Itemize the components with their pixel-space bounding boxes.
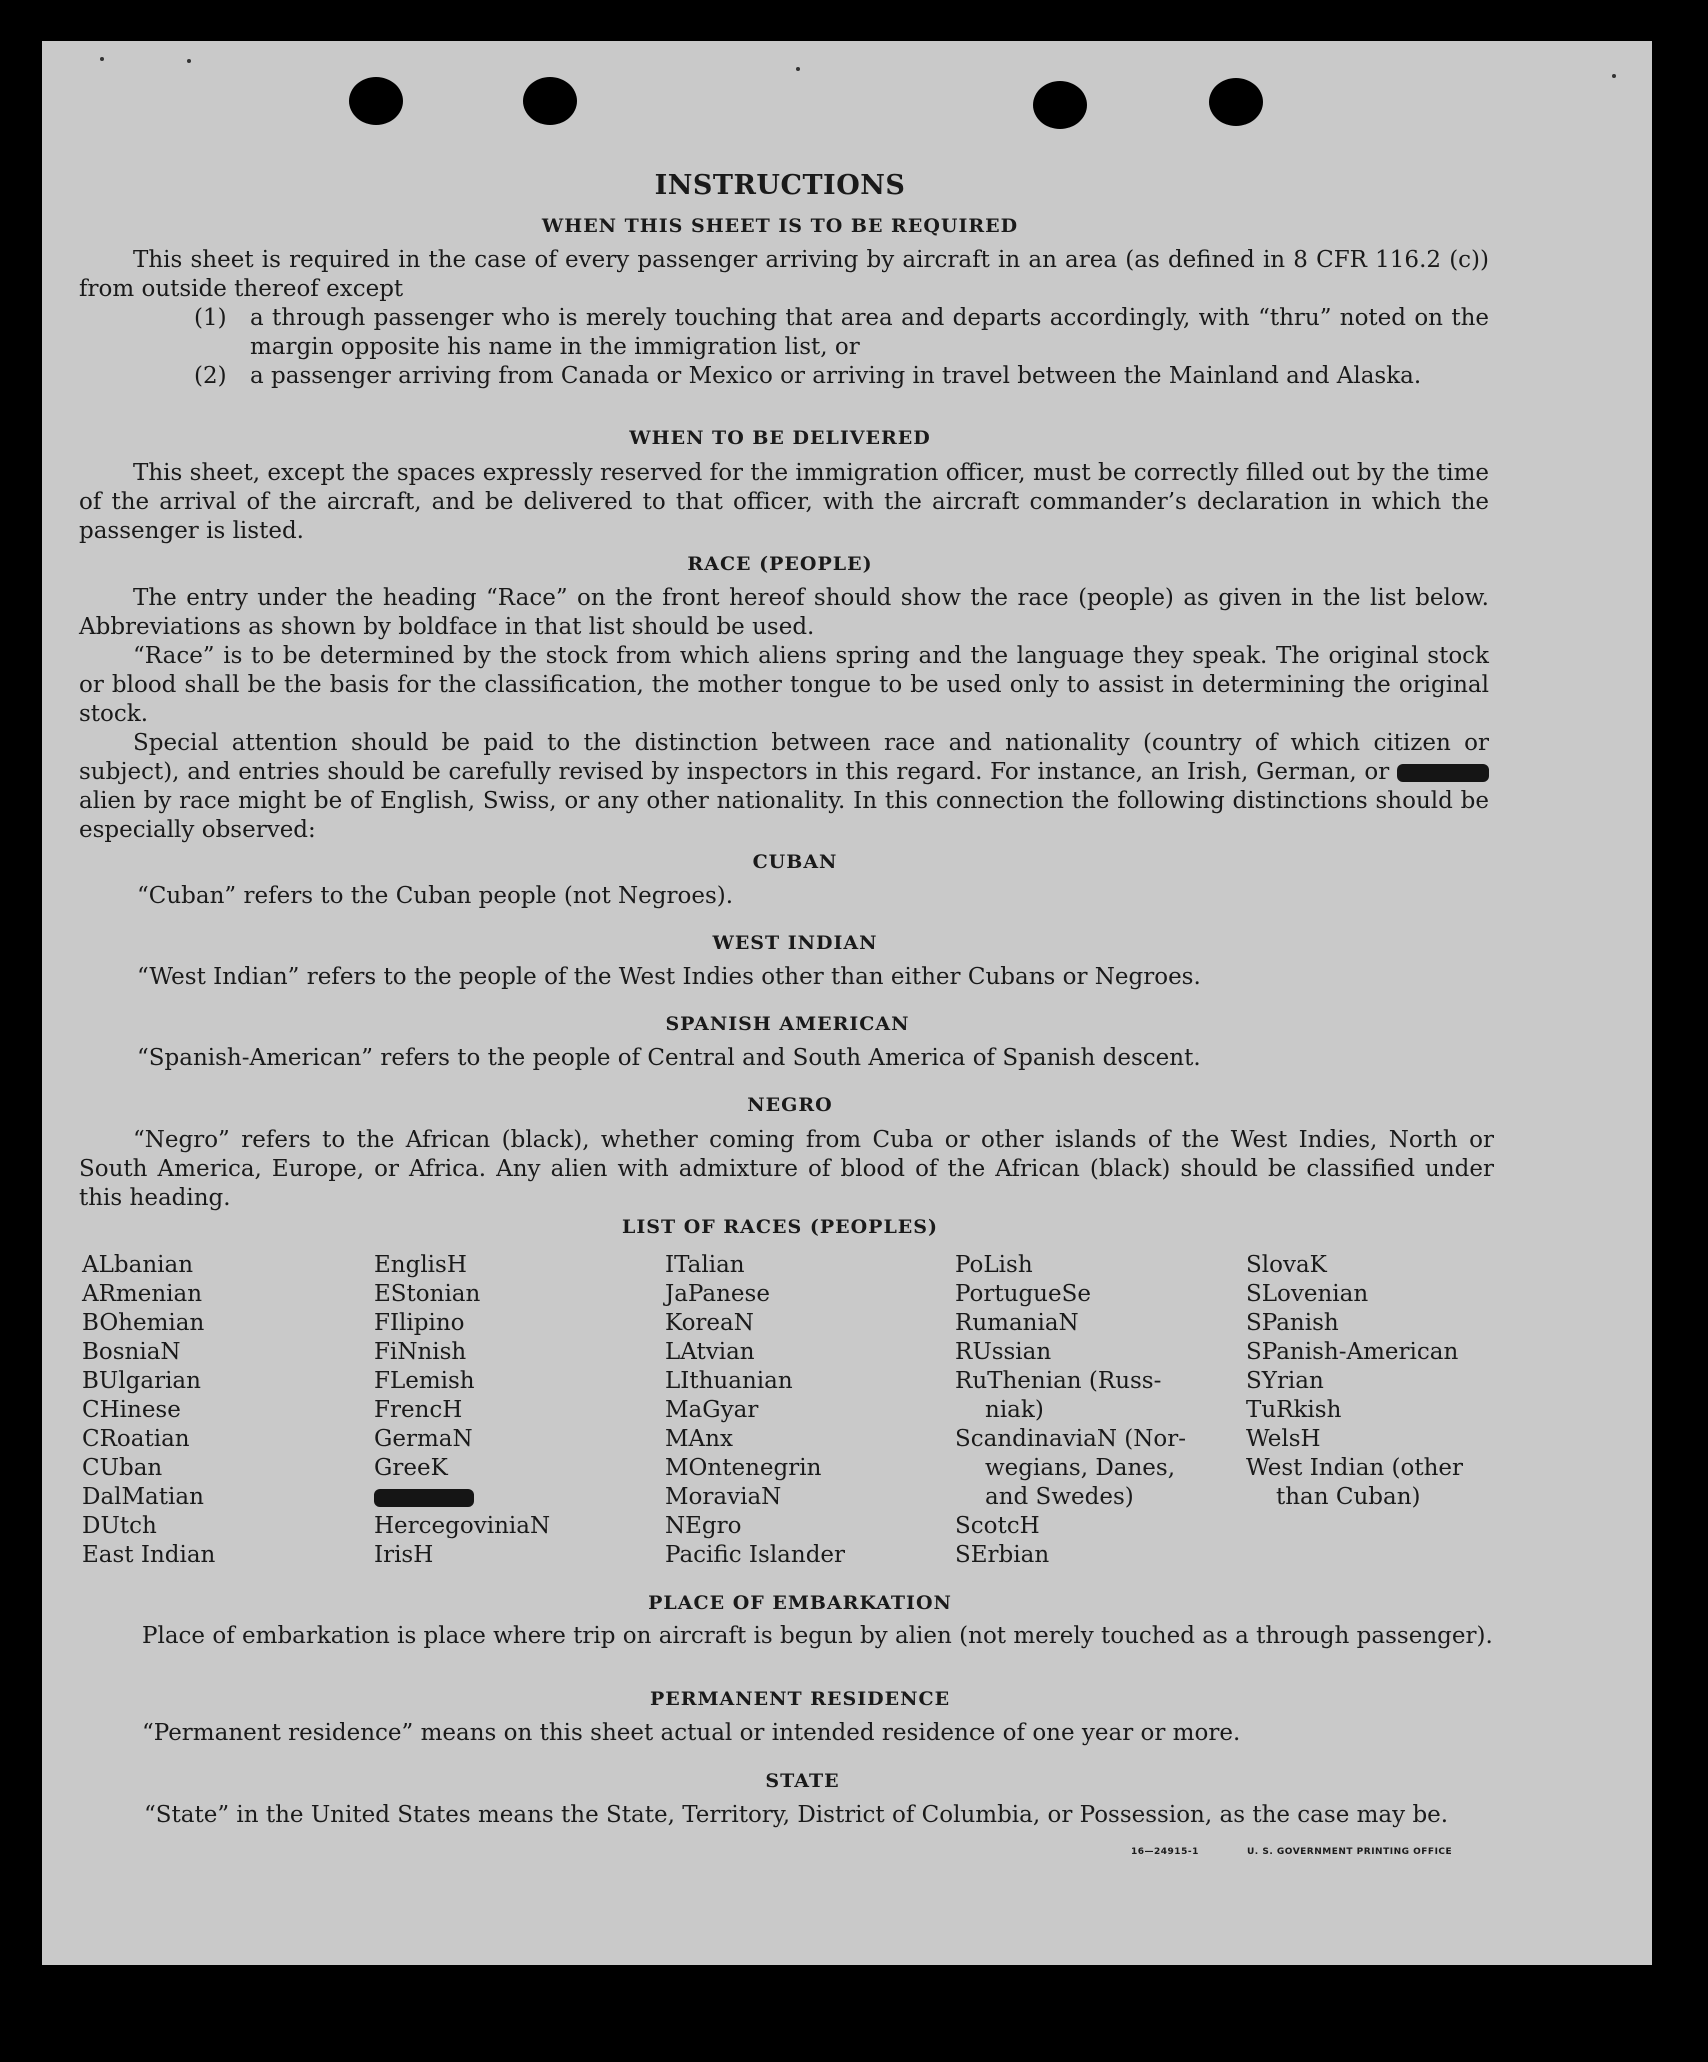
exception-text: a through passenger who is merely touching that area and departs accordingly, with “thru” noted on the margin opposite his name in the immigration list, or: [250, 305, 1489, 360]
race-entry: GermaN: [374, 1426, 473, 1452]
race-entry: MAnx: [665, 1426, 733, 1452]
race-entry: West Indian (other: [1246, 1455, 1464, 1481]
race-entry: ALbanian: [82, 1252, 194, 1278]
race-entry: EnglisH: [374, 1252, 467, 1278]
race-entry-continued: than Cuban): [1276, 1484, 1421, 1510]
race-entry: NEgro: [665, 1513, 742, 1539]
punch-hole: [349, 77, 403, 125]
race-entry: East Indian: [82, 1542, 216, 1568]
race-entry: WelsH: [1246, 1426, 1321, 1452]
exception-number: (2): [194, 363, 227, 389]
race-entry: CRoatian: [82, 1426, 190, 1452]
race-entry: Pacific Islander: [665, 1542, 846, 1568]
race-entry: MoraviaN: [665, 1484, 782, 1510]
race-entry: PortugueSe: [955, 1281, 1091, 1307]
page-title: INSTRUCTIONS: [654, 170, 906, 201]
delivered-text: This sheet, except the spaces expressly reserved for the immigration officer, must be correctly filled out by the time of the arrival of the aircraft, and be delivered to that officer, with the aircraft commander’s declaration in which the passenger is listed.: [79, 460, 1489, 544]
races-column-3: [665, 1251, 845, 1570]
embarkation-text: Place of embarkation is place where trip on aircraft is begun by alien (not merely touched as a through passenger).: [142, 1623, 1493, 1649]
heading-race: RACE (PEOPLE): [687, 553, 873, 575]
race-entry: DUtch: [82, 1513, 157, 1539]
exception-list: [79, 304, 1489, 391]
punch-hole: [1209, 78, 1263, 126]
race-entry-continued: wegians, Danes,: [985, 1455, 1176, 1481]
race-entry: SlovaK: [1246, 1252, 1327, 1278]
heading-required: WHEN THIS SHEET IS TO BE REQUIRED: [541, 215, 1019, 237]
race-entry: MOntenegrin: [665, 1455, 822, 1481]
race-entry: KoreaN: [665, 1310, 754, 1336]
exception-text: a passenger arriving from Canada or Mexico or arriving in travel between the Mainland and Alaska.: [250, 363, 1422, 389]
section-delivered: [79, 459, 1489, 546]
race-entry: JaPanese: [665, 1281, 770, 1307]
west-indian-text: “West Indian” refers to the people of the West Indies other than either Cubans or Negroes.: [137, 964, 1201, 990]
required-intro: This sheet is required in the case of every passenger arriving by aircraft in an area (as defined in 8 CFR 116.2 (c)) from outside thereof except: [79, 247, 1489, 302]
race-paragraph-3: [79, 729, 1489, 845]
race-entry: SPanish-American: [1246, 1339, 1459, 1365]
race-paragraph-2: “Race” is to be determined by the stock from which aliens spring and the language they speak. The original stock or blood shall be the basis for the classification, the mother tongue to be used only to assist in determining the original stock.: [79, 643, 1489, 727]
speck: [1612, 74, 1616, 78]
section-negro: [79, 1126, 1494, 1213]
redaction-mark: [374, 1489, 474, 1507]
heading-cuban: CUBAN: [752, 851, 838, 873]
speck: [187, 59, 191, 63]
residence-text: “Permanent residence” means on this sheet actual or intended residence of one year or more.: [142, 1720, 1241, 1746]
section-embarkation: [86, 1622, 1500, 1651]
race-entry: FLemish: [374, 1368, 475, 1394]
race-entry: DalMatian: [82, 1484, 204, 1510]
races-column-4: [955, 1251, 1186, 1570]
race-entry: SLovenian: [1246, 1281, 1369, 1307]
printer-imprint: U. S. GOVERNMENT PRINTING OFFICE: [1247, 1847, 1453, 1857]
punch-hole: [1033, 81, 1087, 129]
race-paragraph-3b: alien by race might be of English, Swiss, or any other nationality. In this connection the following distinctions should be especially observed:: [79, 788, 1489, 843]
race-entry: RUssian: [955, 1339, 1052, 1365]
race-entry: SErbian: [955, 1542, 1050, 1568]
race-entry: LIthuanian: [665, 1368, 793, 1394]
race-entry: TuRkish: [1246, 1397, 1342, 1423]
heading-list-of-races: LIST OF RACES (PEOPLES): [622, 1216, 938, 1238]
races-column-2: [374, 1251, 550, 1570]
race-entry-continued: and Swedes): [985, 1484, 1134, 1510]
exception-number: (1): [194, 305, 227, 331]
race-entry: GreeK: [374, 1455, 448, 1481]
race-entry: BOhemian: [82, 1310, 205, 1336]
heading-spanish-american: SPANISH AMERICAN: [665, 1013, 910, 1035]
race-entry: PoLish: [955, 1252, 1033, 1278]
speck: [100, 57, 104, 61]
form-number: 16—24915-1: [1131, 1847, 1199, 1857]
section-required: [79, 246, 1489, 391]
race-entry-continued: niak): [985, 1397, 1044, 1423]
heading-delivered: WHEN TO BE DELIVERED: [629, 427, 931, 449]
race-entry: FIlipino: [374, 1310, 465, 1336]
race-entry: EStonian: [374, 1281, 481, 1307]
races-column-1: [82, 1251, 215, 1570]
negro-text: “Negro” refers to the African (black), whether coming from Cuba or other islands of the West Indies, North or South America, Europe, or Africa. Any alien with admixture of blood of the African (black) should be classified under this heading.: [79, 1127, 1494, 1211]
heading-embarkation: PLACE OF EMBARKATION: [648, 1592, 952, 1614]
spanish-american-text: “Spanish-American” refers to the people of Central and South America of Spanish descent.: [137, 1045, 1201, 1071]
race-entry: IrisH: [374, 1542, 434, 1568]
race-paragraph-3a: Special attention should be paid to the distinction between race and nationality (country of which citizen or subject), and entries should be carefully revised by inspectors in this regard. For instance, an Irish, German, or: [79, 730, 1489, 785]
race-entry: RuThenian (Russ-: [955, 1368, 1162, 1394]
race-entry: CHinese: [82, 1397, 181, 1423]
race-entry: ARmenian: [82, 1281, 203, 1307]
redaction-mark: [1397, 764, 1489, 782]
heading-negro: NEGRO: [747, 1094, 833, 1116]
punch-hole: [523, 77, 577, 125]
race-entry: HercegoviniaN: [374, 1513, 551, 1539]
race-entry: FrencH: [374, 1397, 463, 1423]
race-entry: SYrian: [1246, 1368, 1324, 1394]
race-entry: FiNnish: [374, 1339, 467, 1365]
race-entry: ScotcH: [955, 1513, 1040, 1539]
race-entry: LAtvian: [665, 1339, 755, 1365]
race-entry-redacted: [374, 1483, 550, 1512]
exception-item: [194, 304, 1489, 362]
races-column-5: [1246, 1251, 1463, 1512]
section-state: [88, 1801, 1502, 1830]
race-entry: SPanish: [1246, 1310, 1339, 1336]
exception-item: [194, 362, 1489, 391]
state-text: “State” in the United States means the State, Territory, District of Columbia, or Possession, as the case may be.: [144, 1802, 1449, 1828]
section-race: [79, 584, 1489, 845]
race-entry: MaGyar: [665, 1397, 759, 1423]
race-entry: ScandinaviaN (Nor-: [955, 1426, 1186, 1452]
race-entry: ITalian: [665, 1252, 745, 1278]
race-entry: BosniaN: [82, 1339, 181, 1365]
race-paragraph-1: The entry under the heading “Race” on the front hereof should show the race (people) as given in the list below. Abbreviations as shown by boldface in that list should be used.: [79, 585, 1489, 640]
race-entry: CUban: [82, 1455, 163, 1481]
race-entry: BUlgarian: [82, 1368, 201, 1394]
heading-west-indian: WEST INDIAN: [712, 932, 878, 954]
heading-residence: PERMANENT RESIDENCE: [649, 1688, 951, 1710]
cuban-text: “Cuban” refers to the Cuban people (not Negroes).: [137, 883, 734, 909]
speck: [796, 67, 800, 71]
heading-state: STATE: [765, 1770, 840, 1792]
race-entry: RumaniaN: [955, 1310, 1079, 1336]
